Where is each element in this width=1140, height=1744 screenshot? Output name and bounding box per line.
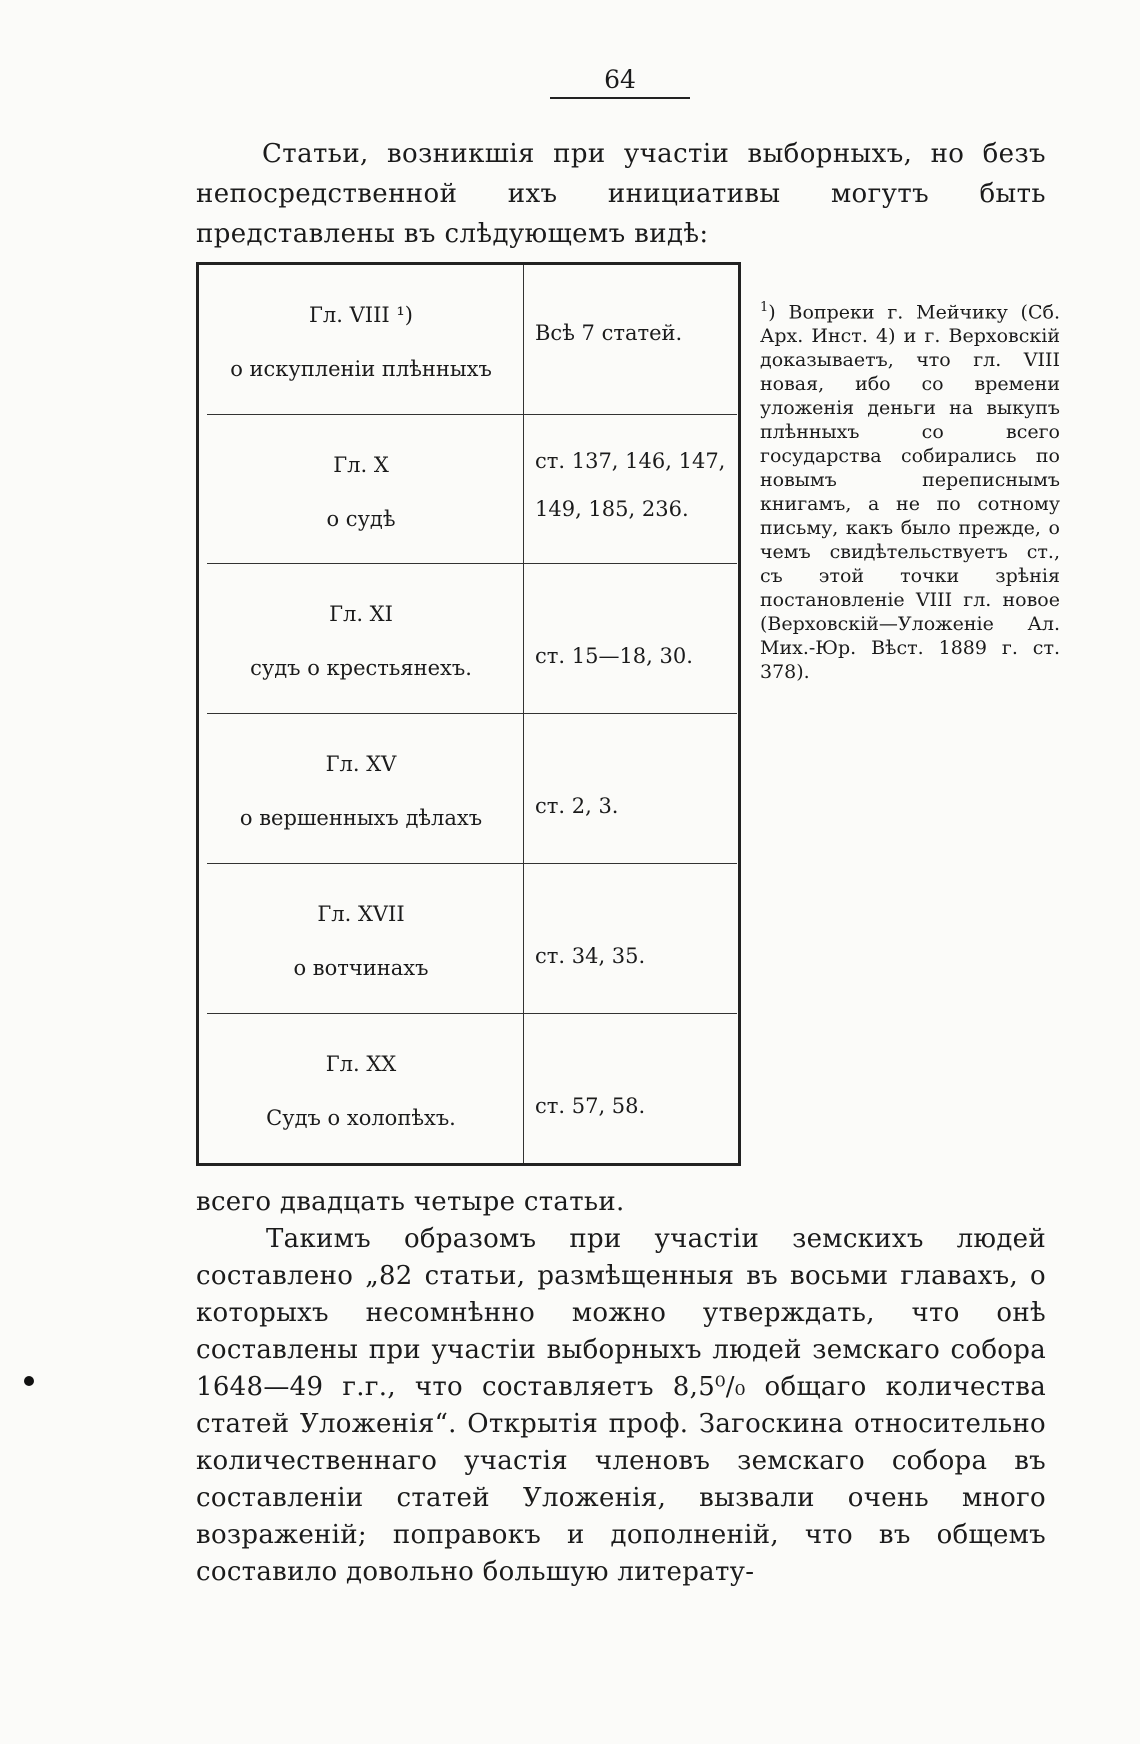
main-paragraph: Такимъ образомъ при участіи земскихъ людей составлено „82 статьи, размѣщенныя въ восьми главахъ, о которыхъ несомнѣнно можно утверждать, что онѣ составлены при участіи выборныхъ людей земскаго собора 1648—49 г.г., что составляетъ 8,5⁰/₀ общаго количества статей Уложенія“. Открытія проф. Загоскина относительно количественнаго участія членовъ земскаго собора въ составленіи статей Уложенія, вызвали очень много возраженій; поправокъ и дополненій, что въ общемъ составило довольно большую литерату-: [196, 1224, 1046, 1587]
footnote-text: ) Вопреки г. Мейчику (Сб. Арх. Инст. 4) и г. Верховскій доказываетъ, что гл. VIII новая, ибо со времени уложенія деньги на выкупъ плѣнныхъ со всего государства собирались по новымъ переписнымъ книгамъ, а не по сотному письму, какъ было прежде, о чемъ свидѣтельствуетъ ст., съ этой точки зрѣнія постановленіе VIII гл. новое (Верховскій—Уложеніе Ал. Мих.-Юр. Вѣст. 1889 г. ст. 378).: [760, 301, 1060, 684]
table-row: [199, 864, 738, 1013]
chapter-subject: о вершенныхъ дѣлахъ: [239, 806, 483, 830]
intro-paragraph: [196, 134, 1046, 254]
chapter-cell: [199, 864, 523, 1013]
chapter-cell: [199, 265, 523, 414]
chapter-title: Гл. VIII ¹): [309, 303, 413, 327]
articles-table: [196, 262, 741, 1166]
articles-cell: ст. 34, 35.: [535, 944, 646, 968]
table-row: [199, 564, 738, 713]
chapter-title: Гл. XV: [325, 752, 397, 776]
page-number-rule: [550, 97, 690, 99]
chapter-title: Гл. XX: [325, 1052, 397, 1076]
chapter-cell: [199, 714, 523, 863]
table-row: [199, 415, 738, 564]
body-text: [196, 1184, 1046, 1591]
intro-text: Статьи, возникшія при участіи выборныхъ, но безъ непосредственной ихъ инициативы могутъ быть представлены въ слѣдующемъ видѣ:: [196, 139, 1046, 249]
total-line: всего двадцать четыре статьи.: [196, 1187, 625, 1217]
articles-cell: ст. 57, 58.: [535, 1094, 646, 1118]
page-number: 64: [604, 65, 636, 94]
articles-cell: ст. 15—18, 30.: [535, 644, 693, 668]
chapter-cell: [199, 415, 523, 564]
table-row: [199, 265, 738, 414]
table-row: [199, 714, 738, 863]
articles-cell: ст. 137, 146, 147, 149, 185, 236.: [535, 449, 726, 521]
chapter-title: Гл. XVII: [317, 902, 405, 926]
articles-cell: Всѣ 7 статей.: [535, 321, 683, 345]
articles-cell: ст. 2, 3.: [535, 794, 619, 818]
chapter-subject: о искупленіи плѣнныхъ: [230, 357, 492, 381]
footnote: [760, 296, 1060, 684]
chapter-title: Гл. X: [333, 453, 389, 477]
chapter-title: Гл. XI: [329, 602, 393, 626]
chapter-subject: Судъ о холопѣхъ.: [266, 1106, 456, 1130]
chapter-subject: судъ о крестьянехъ.: [250, 656, 472, 680]
chapter-subject: о вотчинахъ: [293, 956, 429, 980]
chapter-subject: о судѣ: [326, 507, 396, 531]
chapter-cell: [199, 564, 523, 713]
footnote-marker: 1: [760, 300, 769, 315]
chapter-cell: [199, 1014, 523, 1163]
margin-dot: [24, 1376, 34, 1386]
table-row: [199, 1014, 738, 1163]
